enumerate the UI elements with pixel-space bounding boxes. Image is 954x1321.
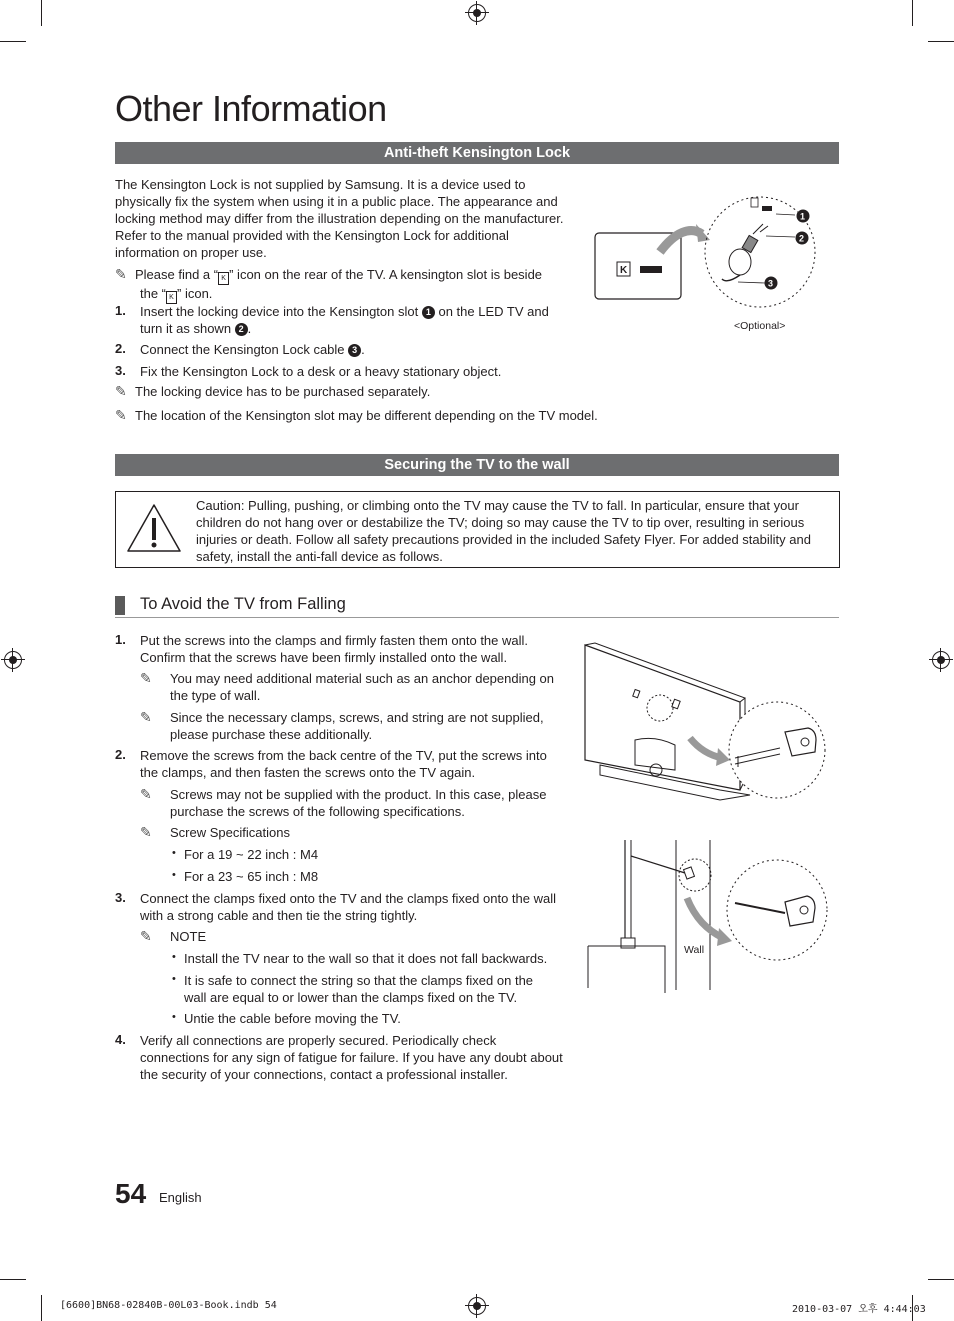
kensington-step-2: Connect the Kensington Lock cable 3 .	[140, 342, 365, 357]
wall-label: Wall	[684, 944, 705, 956]
wall-step-1-note-2	[140, 709, 570, 743]
screw-spec-1: For a 19 ~ 22 inch : M4	[184, 847, 319, 862]
caution-box	[115, 491, 840, 568]
note-pencil-icon: ✎	[140, 824, 152, 840]
tv-back-clamp-illustration	[580, 640, 840, 805]
callout-3-icon: 3	[348, 344, 361, 357]
crop-mark	[928, 1279, 954, 1280]
text: : Pulling, pushing, or climbing onto the TV may cause the TV to fall. In particular, ensure that your	[240, 498, 799, 513]
step-number: 1.	[115, 303, 126, 318]
step-number: 1.	[115, 632, 126, 647]
kensington-step-3: Fix the Kensington Lock to a desk or a heavy stationary object.	[140, 364, 502, 379]
screw-spec-2: For a 23 ~ 65 inch : M8	[184, 869, 319, 884]
registration-mark-icon	[932, 651, 950, 669]
registration-mark-icon	[468, 1297, 486, 1315]
text-line: You may need additional material such as an anchor depending on	[170, 671, 555, 686]
wall-section-header: Securing the TV to the wall	[115, 454, 839, 476]
bullet-icon: •	[172, 847, 176, 859]
callout-1-icon: 1	[800, 211, 806, 222]
bullet-icon: •	[172, 869, 176, 881]
crop-mark	[912, 0, 913, 26]
page-language: English	[159, 1190, 202, 1205]
text: Please find a “	[135, 267, 219, 282]
text: Connect the Kensington Lock cable	[140, 342, 345, 357]
registration-mark-icon	[468, 4, 486, 22]
text-line: wall are equal to or lower than the clamps fixed on the TV.	[184, 990, 518, 1005]
kensington-note-3	[115, 407, 675, 424]
text-line: Put the screws into the clamps and firmly fasten them onto the wall.	[140, 633, 529, 648]
footer-timestamp: 2010-03-07 오후 4:44:03	[792, 1304, 926, 1315]
callout-2-icon: 2	[799, 233, 805, 244]
subsection-header	[115, 595, 839, 618]
wall-step-3	[140, 890, 570, 924]
kensington-note-2	[115, 383, 615, 400]
kensington-intro	[115, 176, 575, 261]
callout-1-icon: 1	[422, 306, 435, 319]
wall-step-2-note-2	[140, 824, 570, 841]
note-pencil-icon: ✎	[115, 407, 127, 423]
optional-label: <Optional>	[734, 320, 786, 332]
text-line: the security of your connections, contact a professional installer.	[140, 1067, 508, 1082]
section-marker-icon	[115, 596, 125, 615]
note-pencil-icon: ✎	[115, 266, 127, 282]
wall-step-2	[140, 747, 570, 781]
bullet-icon: •	[172, 951, 176, 963]
text-line: Since the necessary clamps, screws, and string are not supplied,	[170, 710, 544, 725]
text-line: purchase the screws of the following specifications.	[170, 804, 465, 819]
crop-mark	[41, 0, 42, 26]
text-line: physically fix the system when using it in a public place. The appearance and	[115, 194, 558, 209]
note-pencil-icon: ✎	[140, 928, 152, 944]
text-line: locking method may differ from the illustration depending on the manufacturer.	[115, 211, 564, 226]
warning-triangle-icon	[126, 502, 182, 554]
crop-mark	[41, 1295, 42, 1321]
text: injuries or death. Follow all safety precautions provided in the included Safety Flyer. For added stability and	[196, 532, 811, 547]
text-line: Verify all connections are properly secured. Periodically check	[140, 1033, 497, 1048]
note-pencil-icon: ✎	[140, 670, 152, 686]
text-line: Remove the screws from the back centre of the TV, put the screws into	[140, 748, 547, 763]
wall-step-1-note-1	[140, 670, 570, 704]
text-line: Refer to the manual provided with the Kensington Lock for additional	[115, 228, 509, 243]
text-line: Screws may not be supplied with the product. In this case, please	[170, 787, 547, 802]
note-pencil-icon: ✎	[115, 383, 127, 399]
text-line: Connect the clamps fixed onto the TV and the clamps fixed onto the wall	[140, 891, 556, 906]
text-line: It is safe to connect the string so that the clamps fixed on the	[184, 973, 534, 988]
note-bullet-2	[184, 972, 584, 1006]
text: safety, install the anti-fall device as follows.	[196, 549, 443, 564]
step-number: 4.	[115, 1032, 126, 1047]
text-line: The Kensington Lock is not supplied by Samsung. It is a device used to	[115, 177, 526, 192]
text: turn it as shown	[140, 321, 232, 336]
note-pencil-icon: ✎	[140, 709, 152, 725]
note-pencil-icon: ✎	[140, 786, 152, 802]
caution-label: Caution	[196, 498, 241, 513]
text: the “	[140, 286, 167, 301]
kensington-lock-illustration	[590, 182, 840, 337]
page-title: Other Information	[115, 88, 387, 129]
text: children do not hang over or destabilize the TV; doing so may cause the TV to tip over, resulting in serious	[196, 515, 805, 530]
step-number: 3.	[115, 363, 126, 378]
text: ” icon.	[177, 286, 213, 301]
text: Insert the locking device into the Kensington slot	[140, 304, 419, 319]
wall-step-4	[140, 1032, 570, 1083]
step-number: 2.	[115, 341, 126, 356]
kensington-k-icon: K	[166, 291, 177, 304]
page-number: 54	[115, 1178, 147, 1209]
kensington-note-1	[115, 266, 575, 304]
tv-wall-cable-illustration	[585, 838, 835, 993]
text-line: with a strong cable and then tie the string tightly.	[140, 908, 418, 923]
text-line: please purchase these additionally.	[170, 727, 373, 742]
note-bullet-3: Untie the cable before moving the TV.	[184, 1011, 401, 1026]
note-label: NOTE	[170, 929, 207, 944]
crop-mark	[0, 41, 26, 42]
text: ” icon on the rear of the TV. A kensington slot is beside	[229, 267, 543, 282]
text-line: information on proper use.	[115, 245, 267, 260]
bullet-icon: •	[172, 973, 176, 985]
text-line: the clamps, and then fasten the screws onto the TV again.	[140, 765, 476, 780]
svg-text:K: K	[620, 265, 628, 276]
kensington-k-icon: K	[218, 272, 229, 285]
text-line: connections for any sign of fatigue for failure. If you have any doubt about	[140, 1050, 563, 1065]
wall-step-1	[140, 632, 570, 666]
text-line: Confirm that the screws have been firmly installed onto the wall.	[140, 650, 508, 665]
subsection-title: To Avoid the TV from Falling	[140, 595, 346, 613]
text: The locking device has to be purchased separately.	[135, 384, 431, 399]
step-number: 2.	[115, 747, 126, 762]
wall-step-3-note	[140, 928, 570, 945]
step-number: 3.	[115, 890, 126, 905]
registration-mark-icon	[4, 651, 22, 669]
note-bullet-1: Install the TV near to the wall so that it does not fall backwards.	[184, 951, 548, 966]
kensington-section-header: Anti-theft Kensington Lock	[115, 142, 839, 164]
crop-mark	[0, 1279, 26, 1280]
callout-2-icon: 2	[235, 323, 248, 336]
footer-file-info: [6600]BN68-02840B-00L03-Book.indb 54	[60, 1300, 277, 1311]
caution-text	[196, 497, 826, 565]
bullet-icon: •	[172, 1011, 176, 1023]
text: Screw Specifications	[170, 825, 290, 840]
text: The location of the Kensington slot may be different depending on the TV model.	[135, 408, 598, 423]
wall-step-2-note-1	[140, 786, 570, 820]
callout-3-icon: 3	[768, 278, 774, 289]
text: on the LED TV and	[438, 304, 549, 319]
text-line: the type of wall.	[170, 688, 261, 703]
kensington-step-1: Insert the locking device into the Kensington slot 1 on the LED TV and turn it as shown 2 .	[140, 304, 549, 336]
crop-mark	[928, 41, 954, 42]
